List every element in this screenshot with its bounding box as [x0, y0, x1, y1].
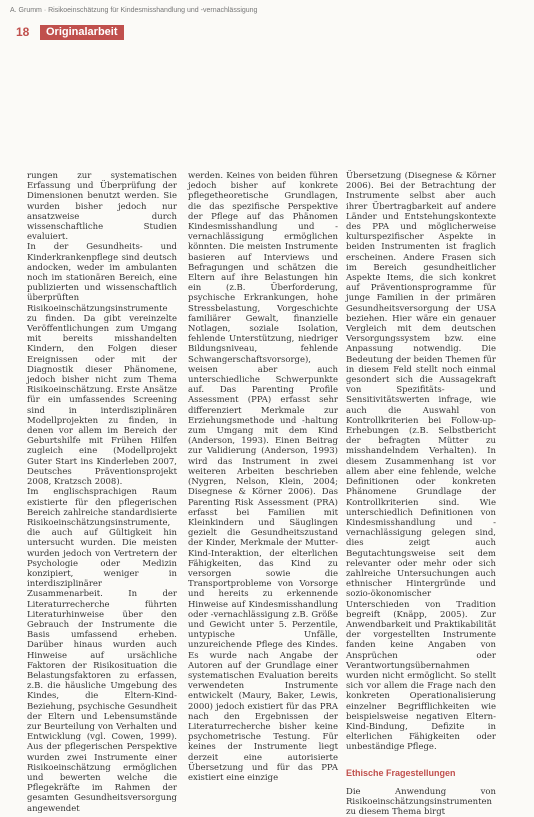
text-column-2	[188, 171, 338, 783]
text-column-3	[346, 171, 496, 817]
page-header-bar	[0, 24, 534, 41]
text-column-1	[27, 171, 177, 814]
paragraph: In der Gesundheits- und Kinderkrankenpflege sind deutsch andocken, weder im ambulanten noch im stationären Bereich, eine publizierten und wissenschaftlich überprüften Risikoeinschätzungsinstrumente zu finden. Da gibt vereinzelte Veröffentlichungen zum Umgang mit bereits misshandelten Kindern, den Folgen dieser Ereignissen oder mit der Diagnostik dieser Phänomene, jedoch bisher nicht zum Thema Risikoeinschätzung. Erste Ansätze für ein umfassendes Screening sind in interdisziplinären Modellprojekten zu finden, in denen vor allem im Bereich der Geburtshilfe mit Frühen Hilfen zugleich eine (Modellprojekt Guter Start ins Kinderleben 2007, Deutsches Präventionsprojekt 2008, Kratzsch 2008).	[27, 242, 177, 488]
section-label: Originalarbeit	[40, 25, 124, 40]
paragraph: Übersetzung (Disegnese & Körner 2006). Bei der Betrachtung der Instrumente selbst aber auch ihrer Übertragbarkeit auf andere Länder und Entstehungskontexte des PPA und möglicherweise kulturspezifischer Aspekte in beiden Instrumenten ist fraglich erscheinen. Andere Frasen sich im Bereich gesundheitlicher Aspekte Items, die sich konkret auf Präventionsprogramme für junge Familien in der primären Gesundheitsversorgung der USA beziehen. Hier wäre ein genauer Vergleich mit dem deutschen Versorgungssystem bzw. eine Anpassung notwendig. Die Bedeutung der beiden Themen für in diesem Feld stellt noch einmal gesondert sich die Aussagekraft von Spezifitäts- und Sensitivitätswerten infrage, wie auch die Auswahl von Kontrollkriterien bei Follow-up-Erhebungen (z.B. Selbstbericht der befragten Mütter zu misshandelndem Verhalten). In diesem Zusammenhang ist vor allem aber eine fehlende, welche Definitionen oder konkreten Phänomene Grundlage der Kontrollkriterien sind. Wie unterschiedlich Definitionen von Kindesmisshandlung und -vernachlässigung gelegen sind, dies zeigt auch Begutachtungsweise seit dem relevanter oder mehr oder sich zahlreiche Untersuchungen auch ethnischer Hintergründe und sozio-ökonomischer Unterschieden von Tradition begreift (Knäpp, 2005). Zur Anwendbarkeit und Praktikabilität der vorgestellten Instrumente fanden keine Angaben von Ansprüchen oder Verantwortungsübernahmen wurden nicht ermöglicht. So stellt sich vor allem die Frage nach den konkreten Operationalisierung einzelner Begrifflichkeiten wie beispielsweise negativen Eltern-Kind-Bindung, Defizite in elterlichen Fähigkeiten oder unbeständige Pflege.	[346, 171, 496, 753]
paragraph: werden. Keines von beiden führen jedoch bisher auf konkrete pflegetheoretische Grundlagen, die das spezifische Perspektive der Pflege auf das Phänomen Kindesmisshandlung und -vernachlässigung ermöglichen könnten. Die meisten Instrumente basieren auf Interviews und Befragungen und schätzen die Eltern auf ihre Belastungen hin ein (z.B. Überforderung, psychische Erkrankungen, hohe Stressbelastung, Vorgeschichte familiärer Gewalt, finanzielle Notlagen, soziale Isolation, fehlende Unterstützung, niedriger Bildungsniveau, fehlende Schwangerschaftsvorsorge), weisen aber auch unterschiedliche Schwerpunkte auf. Das Parenting Profile Assessment (PPA) erfasst sehr differenziert Merkmale zur Erziehungsmethode und -haltung zum Umgang mit dem Kind (Anderson, 1993). Einen Beitrag zur Validierung (Anderson, 1993) wird das Instrument in zwei weiteren Arbeiten beschrieben (Nygren, Nelson, Klein, 2004; Disegnese & Körner 2006). Das Parenting Risk Assessment (PRA) erfasst bei Familien mit Kleinkindern und Säuglingen gezielt die Gesundheitszustand der Kinder, Merkmale der Mutter-Kind-Interaktion, der elterlichen Fähigkeiten, das Kind zu versorgen sowie die Transportprobleme von Vorsorge und hereits zu erkennende Hinweise auf Kindesmisshandlung oder -vernachlässigung z.B. Größe und Gewicht unter 5. Perzentile, untypische Unfälle, unzureichende Pflege des Kindes. Es wurde nach Angabe der Autoren auf der Grundlage einer systematischen Evaluation bereits verwendeten Instrumente entwickelt (Maury, Baker, Lewis, 2000) jedoch existiert für das PRA nach den Ergebnissen der Literaturrecherche bisher keine psychometrische Testung. Für keines der Instrumente liegt derzeit eine autorisierte Übersetzung und für das PPA existiert eine einzige	[188, 171, 338, 783]
running-head: A. Grumm · Risikoeinschätzung für Kindesmisshandlung und -vernachlässigung	[10, 7, 258, 14]
paragraph: Im englischsprachigen Raum existierte für den pflegerischen Bereich zahlreiche standardisierte Risikoeinschätzungsinstrumente, die auch auf Gültigkeit hin untersucht wurden. Die meisten wurden jedoch von Vertretern der Psychologie oder Medizin konzipiert, weniger in interdisziplinärer Zusammenarbeit. In der Literaturrecherche führten Literaturhinweise über den Gebrauch der Instrumente die Basis umfassend erheben. Darüber hinaus wurden auch Hinweise auf ursächliche Faktoren der Risikosituation die Belastungsfaktoren zu erfassen, z.B. die häusliche Umgebung des Kindes, die Eltern-Kind-Beziehung, psychische Gesundheit der Eltern und Lebensumstände zur Beurteilung von Verhalten und Entwicklung (vgl. Cowen, 1999). Aus der pflegerischen Perspektive wurden zwei Instrumente einer Risikoeinschätzung ermöglichen und bewerten welche die Pflegekräfte im Rahmen der gesamten Gesundheitsversorgung angewendet	[27, 487, 177, 814]
page-number: 18	[16, 25, 30, 39]
section-heading: Ethische Fragestellungen	[346, 767, 456, 778]
paragraph: Die Anwendung von Risikoeinschätzungsinstrumenten zu diesem Thema birgt	[346, 786, 496, 817]
paragraph: rungen zur systematischen Erfassung und Überprüfung der Dimensionen benutzt werden. Sie wurden bisher jedoch nur ansatzweise durch wissenschaftliche Studien evaluiert.	[27, 171, 177, 243]
